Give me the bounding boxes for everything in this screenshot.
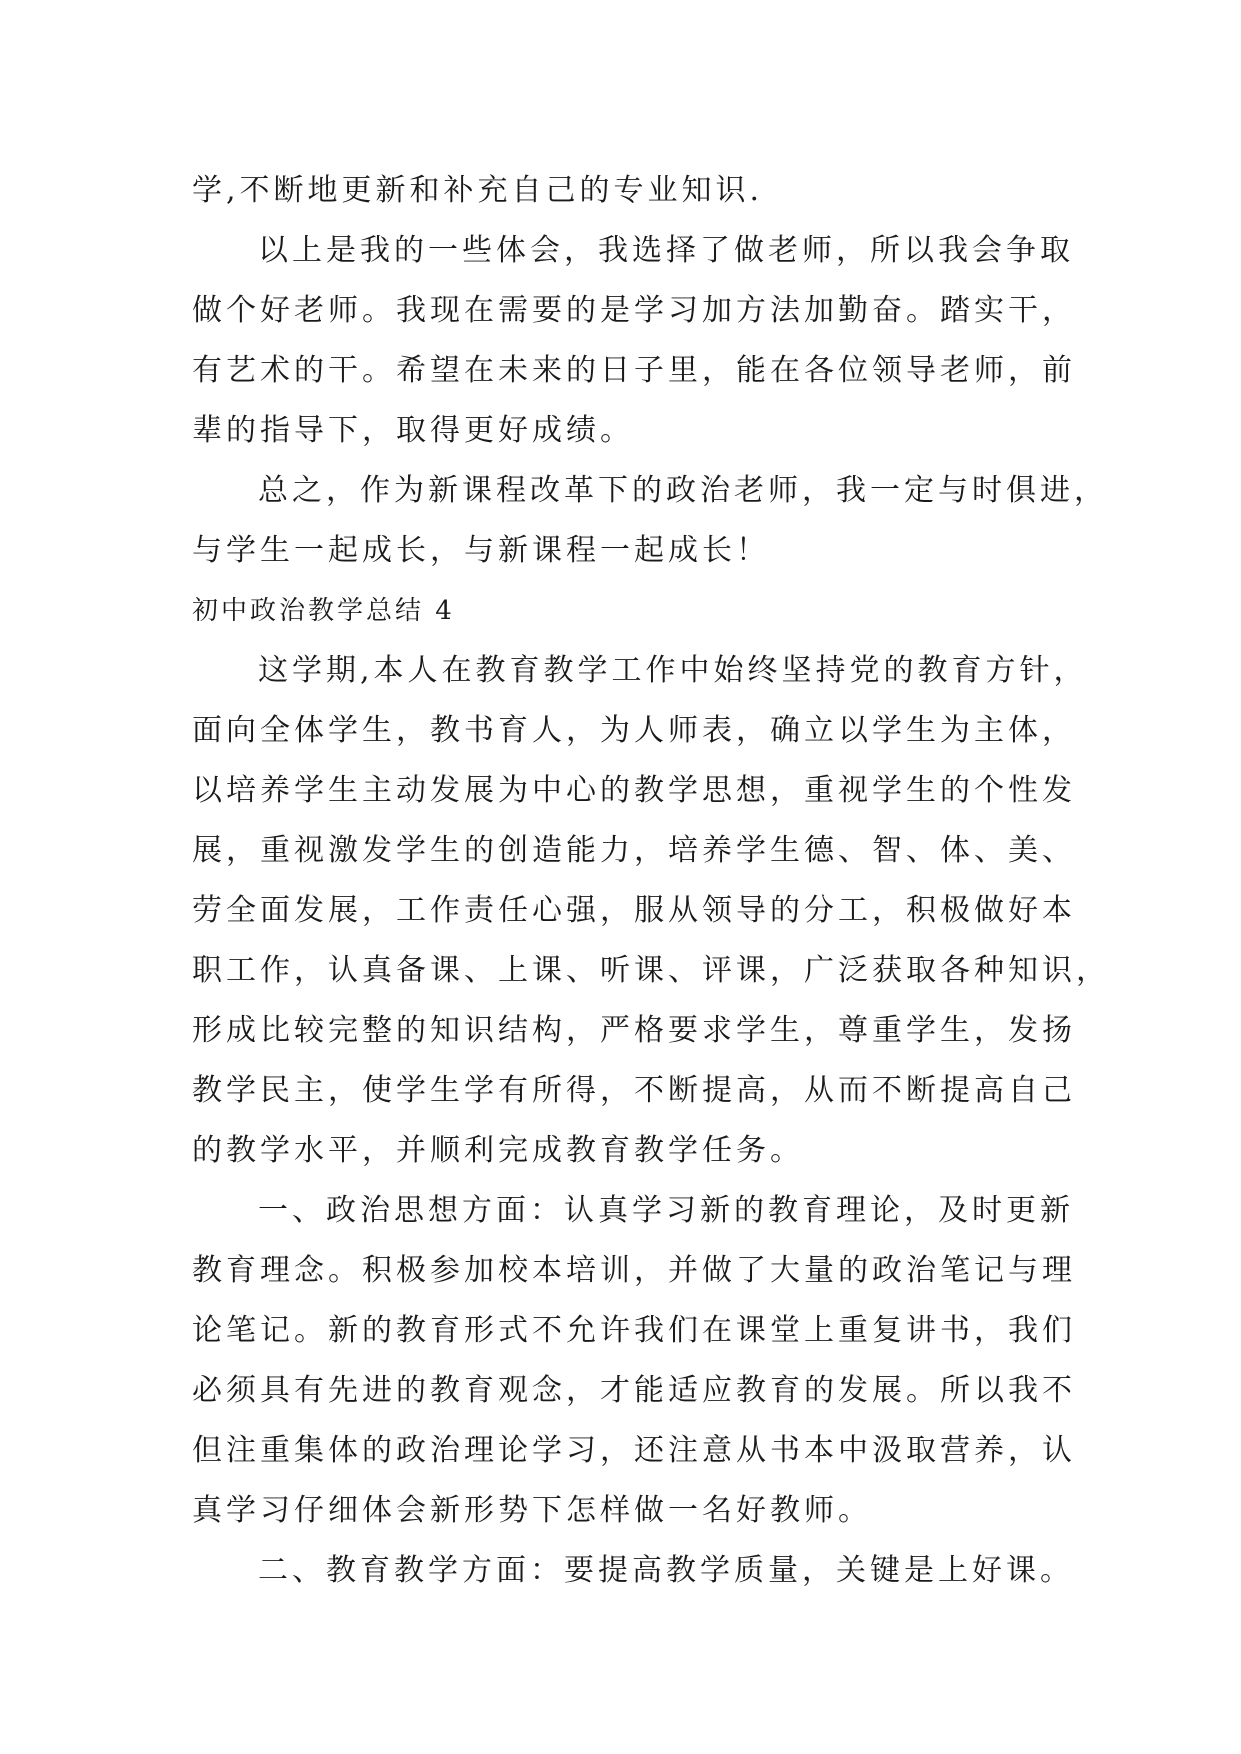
text-line: 形成比较完整的知识结构，严格要求学生，尊重学生，发扬 xyxy=(192,1013,1076,1048)
text-line: 职工作，认真备课、上课、听课、评课，广泛获取各种知识， xyxy=(192,953,1110,988)
section-heading: 初中政治教学总结 4 xyxy=(192,596,455,626)
text-line: 辈的指导下，取得更好成绩。 xyxy=(192,413,634,448)
text-line: 这学期,本人在教育教学工作中始终坚持党的教育方针， xyxy=(258,653,1088,688)
text-line: 与学生一起成长，与新课程一起成长！ xyxy=(192,533,770,568)
text-line: 的教学水平，并顺利完成教育教学任务。 xyxy=(192,1133,804,1168)
text-line: 必须具有先进的教育观念，才能适应教育的发展。所以我不 xyxy=(192,1373,1076,1408)
text-line: 以上是我的一些体会，我选择了做老师，所以我会争取 xyxy=(258,233,1074,268)
text-line: 教育理念。积极参加校本培训，并做了大量的政治笔记与理 xyxy=(192,1253,1076,1288)
text-line: 一、政治思想方面：认真学习新的教育理论，及时更新 xyxy=(258,1193,1074,1228)
text-line: 学,不断地更新和补充自己的专业知识. xyxy=(192,173,764,208)
text-line: 二、教育教学方面：要提高教学质量，关键是上好课。 xyxy=(258,1553,1074,1588)
text-line: 以培养学生主动发展为中心的教学思想，重视学生的个性发 xyxy=(192,773,1076,808)
text-line: 总之，作为新课程改革下的政治老师，我一定与时俱进， xyxy=(258,473,1108,508)
text-line: 但注重集体的政治理论学习，还注意从书本中汲取营养，认 xyxy=(192,1433,1076,1468)
text-line: 有艺术的干。希望在未来的日子里，能在各位领导老师，前 xyxy=(192,353,1076,388)
text-line: 论笔记。新的教育形式不允许我们在课堂上重复讲书，我们 xyxy=(192,1313,1076,1348)
text-line: 劳全面发展，工作责任心强，服从领导的分工，积极做好本 xyxy=(192,893,1076,928)
text-line: 面向全体学生，教书育人，为人师表，确立以学生为主体， xyxy=(192,713,1076,748)
text-line: 真学习仔细体会新形势下怎样做一名好教师。 xyxy=(192,1493,872,1528)
text-line: 教学民主，使学生学有所得，不断提高，从而不断提高自己 xyxy=(192,1073,1076,1108)
document-body xyxy=(192,161,1110,1601)
text-line: 做个好老师。我现在需要的是学习加方法加勤奋。踏实干， xyxy=(192,293,1076,328)
text-line: 展，重视激发学生的创造能力，培养学生德、智、体、美、 xyxy=(192,833,1076,868)
